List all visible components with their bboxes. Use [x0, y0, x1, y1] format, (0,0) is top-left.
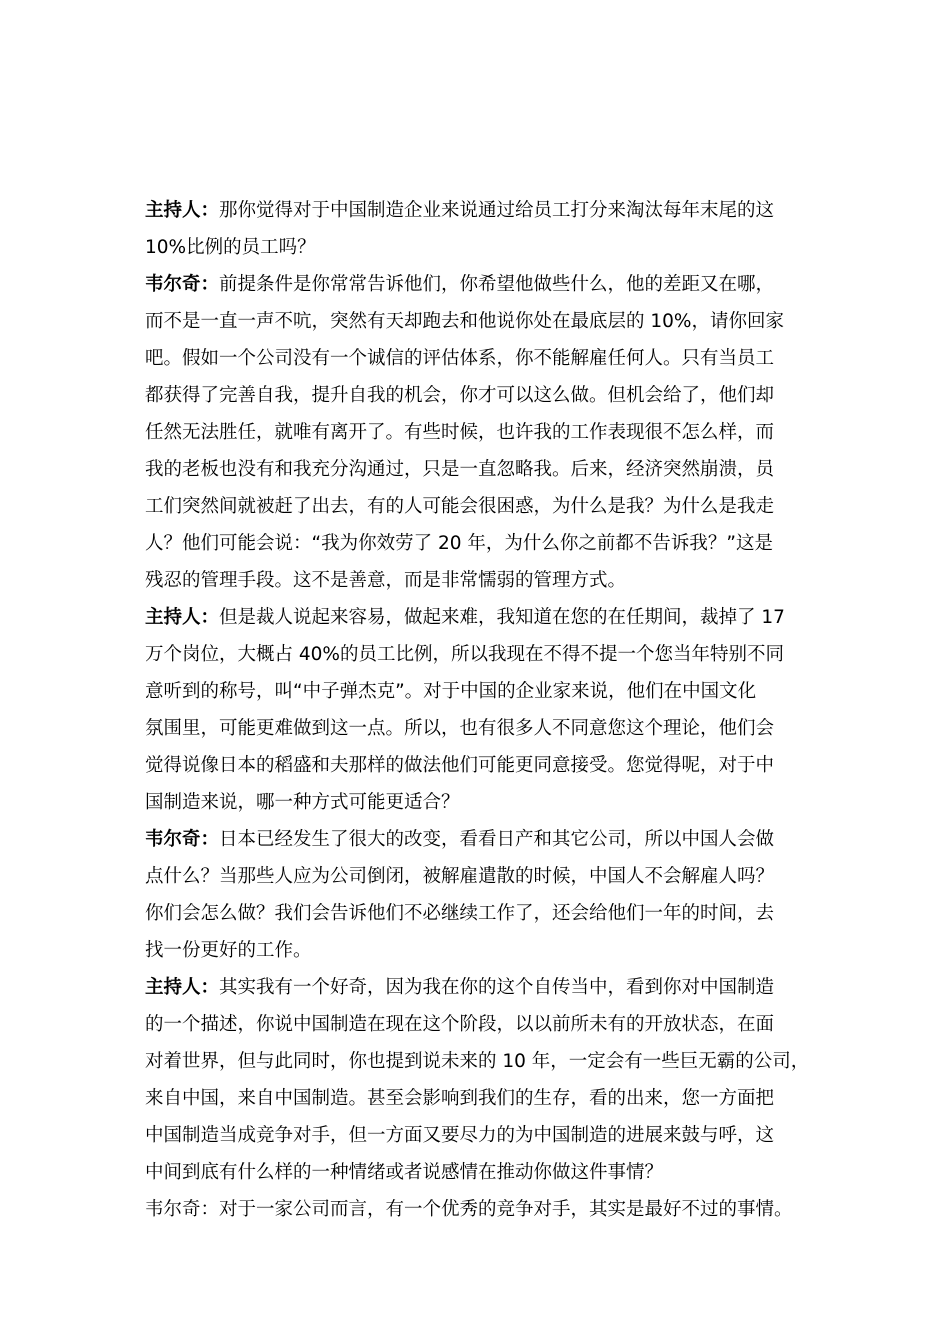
- line-text: 我的老板也没有和我充分沟通过，只是一直忽略我。后来，经济突然崩溃，员: [145, 459, 775, 480]
- transcript-line: [145, 1043, 835, 1080]
- transcript-line: [145, 895, 835, 932]
- speaker-label: 韦尔奇：: [145, 1199, 220, 1220]
- line-text: 意听到的称号，叫“中子弹杰克”。对于中国的企业家来说，他们在中国文化: [145, 681, 757, 702]
- transcript-line: [145, 932, 835, 969]
- transcript-line: [145, 414, 835, 451]
- line-text: 工们突然间就被赶了出去，有的人可能会很困惑，为什么是我？为什么是我走: [145, 496, 775, 517]
- line-text: 前提条件是你常常告诉他们，你希望他做些什么，他的差距又在哪，: [219, 274, 775, 295]
- transcript-line: [145, 599, 835, 636]
- transcript-line: [145, 747, 835, 784]
- transcript-line: [145, 821, 835, 858]
- speaker-label: 主持人：: [145, 607, 220, 628]
- line-text: 中国制造当成竞争对手，但一方面又要尽力的为中国制造的进展来鼓与呼，这: [145, 1125, 775, 1146]
- line-text: 都获得了完善自我，提升自我的机会，你才可以这么做。但机会给了，他们却: [145, 385, 775, 406]
- speaker-label: 韦尔奇：: [145, 274, 220, 295]
- transcript-line: [145, 451, 835, 488]
- transcript-line: [145, 377, 835, 414]
- transcript-line: [145, 562, 835, 599]
- speaker-label: 韦尔奇：: [145, 829, 220, 850]
- transcript-line: [145, 673, 835, 710]
- line-text: 其实我有一个好奇，因为我在你的这个自传当中，看到你对中国制造: [219, 977, 775, 998]
- transcript-line: [145, 1006, 835, 1043]
- line-text: 任然无法胜任，就唯有离开了。有些时候，也许我的工作表现很不怎么样，而: [145, 422, 775, 443]
- line-text: 残忍的管理手段。这不是善意，而是非常懦弱的管理方式。: [145, 570, 627, 591]
- speaker-label: 主持人：: [145, 200, 220, 221]
- line-text: 来自中国，来自中国制造。甚至会影响到我们的生存，看的出来，您一方面把: [145, 1088, 775, 1109]
- line-text: 中间到底有什么样的一种情绪或者说感情在推动你做这件事情？: [145, 1162, 664, 1183]
- transcript-line: [145, 229, 835, 266]
- transcript-line: [145, 340, 835, 377]
- transcript-line: [145, 636, 835, 673]
- transcript-line: [145, 266, 835, 303]
- transcript-line: [145, 784, 835, 821]
- line-text: 觉得说像日本的稻盛和夫那样的做法他们可能更同意接受。您觉得呢，对于中: [145, 755, 775, 776]
- transcript-line: [145, 488, 835, 525]
- transcript-line: [145, 1117, 835, 1154]
- line-text: 10%比例的员工吗？: [145, 237, 316, 258]
- line-text: 找一份更好的工作。: [145, 940, 312, 961]
- speaker-label: 主持人：: [145, 977, 220, 998]
- line-text: 吧。假如一个公司没有一个诚信的评估体系，你不能解雇任何人。只有当员工: [145, 348, 775, 369]
- line-text: 而不是一直一声不吭，突然有天却跑去和他说你处在最底层的 10%，请你回家: [145, 311, 785, 332]
- transcript-line: [145, 303, 835, 340]
- line-text: 那你觉得对于中国制造企业来说通过给员工打分来淘汰每年末尾的这: [219, 200, 775, 221]
- line-text: 但是裁人说起来容易，做起来难，我知道在您的在任期间，裁掉了 17: [219, 607, 785, 628]
- transcript-line: [145, 525, 835, 562]
- line-text: 你们会怎么做？我们会告诉他们不必继续工作了，还会给他们一年的时间，去: [145, 903, 775, 924]
- transcript-line: [145, 1154, 835, 1191]
- line-text: 万个岗位，大概占 40%的员工比例，所以我现在不得不提一个您当年特别不同: [145, 644, 785, 665]
- line-text: 对于一家公司而言，有一个优秀的竞争对手，其实是最好不过的事情。: [219, 1199, 793, 1220]
- transcript-line: [145, 858, 835, 895]
- line-text: 国制造来说，哪一种方式可能更适合？: [145, 792, 460, 813]
- transcript-line: [145, 192, 835, 229]
- line-text: 点什么？当那些人应为公司倒闭，被解雇遣散的时候，中国人不会解雇人吗？: [145, 866, 775, 887]
- line-text: 对着世界，但与此同时，你也提到说未来的 10 年，一定会有一些巨无霸的公司，: [145, 1051, 810, 1072]
- transcript-line: [145, 710, 835, 747]
- transcript-line: [145, 1191, 835, 1228]
- transcript-line: [145, 969, 835, 1006]
- line-text: 氛围里，可能更难做到这一点。所以，也有很多人不同意您这个理论，他们会: [145, 718, 775, 739]
- line-text: 人？他们可能会说：“我为你效劳了 20 年，为什么你之前都不告诉我？”这是: [145, 533, 773, 554]
- interview-transcript: [145, 192, 835, 1228]
- line-text: 的一个描述，你说中国制造在现在这个阶段，以以前所未有的开放状态，在面: [145, 1014, 775, 1035]
- line-text: 日本已经发生了很大的改变，看看日产和其它公司，所以中国人会做: [219, 829, 775, 850]
- transcript-line: [145, 1080, 835, 1117]
